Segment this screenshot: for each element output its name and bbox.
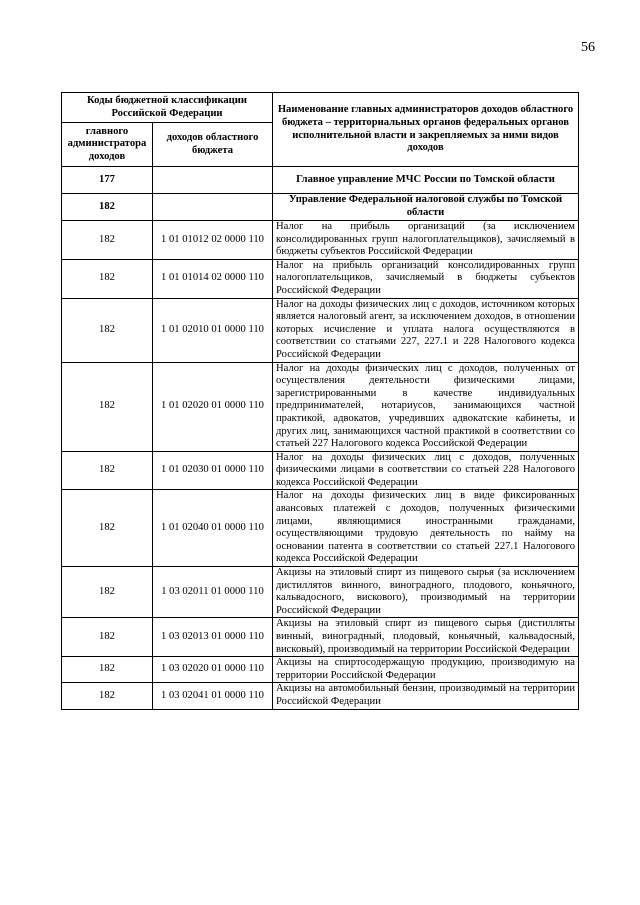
- revenue-name-cell: Акцизы на автомобильный бензин, производимый на территории Российской Федерации: [273, 683, 579, 709]
- admin-code-cell: 177: [62, 167, 153, 194]
- admin-code-cell: 182: [62, 451, 153, 490]
- table-row: [62, 618, 579, 657]
- admin-code-cell: 182: [62, 490, 153, 567]
- header-row: [62, 93, 579, 123]
- revenue-code-cell: 1 01 02040 01 0000 110: [153, 490, 273, 567]
- revenue-name-cell: Налог на доходы физических лиц с доходов, полученных от осуществления деятельности физическими лицами, зарегистрированными в качестве индивидуальных предпринимателей, нотариусов, занимающихся частной практикой, адвокатов, учредивших адвокатские кабинеты, и других лиц, занимающихся частной практикой в соответствии со статьей 227 Налогового кодекса Российской Федерации: [273, 362, 579, 451]
- revenue-code-cell: 1 01 02010 01 0000 110: [153, 298, 273, 362]
- table-row: [62, 451, 579, 490]
- revenue-code-cell: 1 03 02013 01 0000 110: [153, 618, 273, 657]
- revenue-code-cell: 1 03 02041 01 0000 110: [153, 683, 273, 709]
- table-row: [62, 298, 579, 362]
- header-name: Наименование главных администраторов доходов областного бюджета – территориальных органов федеральных органов исполнительной власти и закрепляемых за ними видов доходов: [273, 93, 579, 167]
- header-admin-code: главного администратора доходов: [62, 123, 153, 167]
- revenue-name-cell: Налог на доходы физических лиц с доходов, полученных физическими лицами в соответствии со статьей 228 Налогового кодекса Российской Федерации: [273, 451, 579, 490]
- table-row: [62, 490, 579, 567]
- section-row: [62, 194, 579, 221]
- budget-classification-table: [61, 92, 579, 710]
- revenue-code-cell: [153, 194, 273, 221]
- header-revenue-code: доходов областного бюджета: [153, 123, 273, 167]
- table-row: [62, 221, 579, 260]
- revenue-code-cell: 1 03 02020 01 0000 110: [153, 657, 273, 683]
- admin-code-cell: 182: [62, 683, 153, 709]
- table-row: [62, 567, 579, 618]
- revenue-code-cell: 1 01 02030 01 0000 110: [153, 451, 273, 490]
- table-row: [62, 683, 579, 709]
- table-row: [62, 657, 579, 683]
- revenue-code-cell: 1 01 02020 01 0000 110: [153, 362, 273, 451]
- administrator-name-cell: Управление Федеральной налоговой службы по Томской области: [273, 194, 579, 221]
- revenue-code-cell: 1 03 02011 01 0000 110: [153, 567, 273, 618]
- admin-code-cell: 182: [62, 221, 153, 260]
- admin-code-cell: 182: [62, 618, 153, 657]
- revenue-name-cell: Налог на прибыль организаций (за исключением консолидированных групп налогоплательщиков), зачисляемый в бюджеты субъектов Российской Федерации: [273, 221, 579, 260]
- table-row: [62, 362, 579, 451]
- revenue-name-cell: Налог на доходы физических лиц в виде фиксированных авансовых платежей с доходов, полученных физическими лицами, являющимися иностранными гражданами, осуществляющими трудовую деятельность по найму на основании патента в соответствии со статьей 227.1 Налогового кодекса Российской Федерации: [273, 490, 579, 567]
- admin-code-cell: 182: [62, 657, 153, 683]
- admin-code-cell: 182: [62, 567, 153, 618]
- admin-code-cell: 182: [62, 298, 153, 362]
- revenue-name-cell: Налог на доходы физических лиц с доходов, источником которых является налоговый агент, за исключением доходов, в отношении которых исчисление и уплата налога осуществляются в соответствии со статьями 227, 227.1 и 228 Налогового кодекса Российской Федерации: [273, 298, 579, 362]
- header-group: Коды бюджетной классификации Российской Федерации: [62, 93, 273, 123]
- revenue-code-cell: [153, 167, 273, 194]
- revenue-name-cell: Налог на прибыль организаций консолидированных групп налогоплательщиков, зачисляемый в бюджеты субъектов Российской Федерации: [273, 259, 579, 298]
- section-row: [62, 167, 579, 194]
- administrator-name-cell: Главное управление МЧС России по Томской области: [273, 167, 579, 194]
- admin-code-cell: 182: [62, 259, 153, 298]
- page-number: 56: [581, 40, 595, 55]
- revenue-code-cell: 1 01 01012 02 0000 110: [153, 221, 273, 260]
- admin-code-cell: 182: [62, 362, 153, 451]
- revenue-name-cell: Акцизы на этиловый спирт из пищевого сырья (за исключением дистиллятов винного, виноградного, плодового, коньячного, кальвадосного, вискового), производимый на территории Российской Федерации: [273, 567, 579, 618]
- table-row: [62, 259, 579, 298]
- revenue-name-cell: Акцизы на спиртосодержащую продукцию, производимую на территории Российской Федерации: [273, 657, 579, 683]
- revenue-code-cell: 1 01 01014 02 0000 110: [153, 259, 273, 298]
- revenue-name-cell: Акцизы на этиловый спирт из пищевого сырья (дистилляты винный, виноградный, плодовый, коньячный, кальвадосный, висковый), производимый на территории Российской Федерации: [273, 618, 579, 657]
- admin-code-cell: 182: [62, 194, 153, 221]
